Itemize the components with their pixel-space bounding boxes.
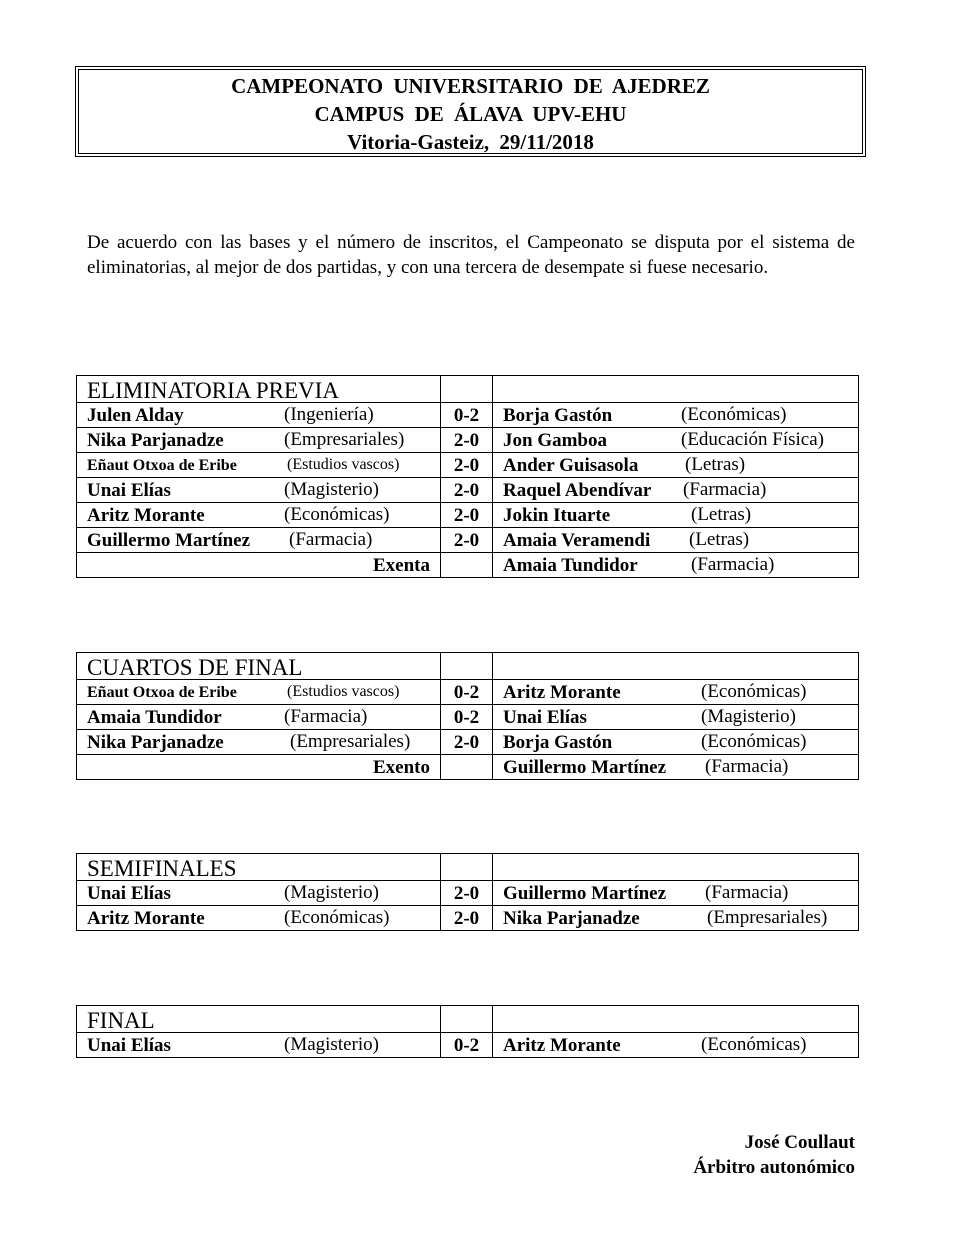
player2-faculty: (Letras) <box>689 529 750 550</box>
player1-faculty: (Estudios vascos) <box>287 683 400 700</box>
player1-name: Unai Elías <box>87 1035 171 1056</box>
exempt-label: Exento <box>77 755 441 780</box>
player1-faculty: (Económicas) <box>284 907 390 928</box>
player2-faculty: (Económicas) <box>701 681 807 702</box>
round-title: ELIMINATORIA PREVIA <box>77 376 441 403</box>
empty-cell <box>493 376 859 403</box>
header-campus: CAMPUS DE ÁLAVA UPV-EHU <box>314 102 627 126</box>
player2-name: Guillermo Martínez <box>503 883 667 904</box>
player2-name: Jokin Ituarte <box>503 505 611 526</box>
match-score: 0-2 <box>441 705 493 730</box>
player1-faculty: (Farmacia) <box>289 529 373 550</box>
match-score: 2-0 <box>441 428 493 453</box>
round-table-previa <box>76 375 859 578</box>
match-row <box>77 403 859 428</box>
player2-faculty: (Empresariales) <box>707 907 828 928</box>
player2-name: Borja Gastón <box>503 405 613 426</box>
empty-cell <box>493 854 859 881</box>
player2-faculty: (Educación Física) <box>681 429 824 450</box>
match-score: 2-0 <box>441 906 493 931</box>
round-table-final <box>76 1005 859 1058</box>
referee-role: Árbitro autonómico <box>693 1157 855 1178</box>
round-title-row <box>77 653 859 680</box>
match-score: 2-0 <box>441 730 493 755</box>
player2-name: Aritz Morante <box>503 1035 621 1056</box>
player1-name: Amaia Tundidor <box>87 707 222 728</box>
match-score: 0-2 <box>441 680 493 705</box>
match-score: 2-0 <box>441 528 493 553</box>
player1-name: Aritz Morante <box>87 505 205 526</box>
player1-faculty: (Magisterio) <box>284 479 379 500</box>
match-row <box>77 1033 859 1058</box>
round-title-row <box>77 1006 859 1033</box>
round-title-row <box>77 854 859 881</box>
exempt-row <box>77 755 859 780</box>
player2-faculty: (Letras) <box>685 454 746 475</box>
match-row <box>77 428 859 453</box>
player1-name: Eñaut Otxoa de Eribe <box>87 684 237 701</box>
match-row <box>77 881 859 906</box>
player2-name: Borja Gastón <box>503 732 613 753</box>
player2-faculty: (Farmacia) <box>705 882 789 903</box>
player1-name: Unai Elías <box>87 480 171 501</box>
match-score: 2-0 <box>441 478 493 503</box>
exempt-player-name: Amaia Tundidor <box>503 555 638 576</box>
player2-name: Ander Guisasola <box>503 455 639 476</box>
player2-faculty: (Económicas) <box>681 404 787 425</box>
header-title-block <box>78 69 863 154</box>
player2-faculty: (Letras) <box>691 504 752 525</box>
match-row <box>77 453 859 478</box>
player1-faculty: (Económicas) <box>284 504 390 525</box>
player2-faculty: (Económicas) <box>701 731 807 752</box>
player1-name: Nika Parjanadze <box>87 732 224 753</box>
round-title: FINAL <box>77 1006 441 1033</box>
match-row <box>77 906 859 931</box>
exempt-row <box>77 553 859 578</box>
intro-paragraph: De acuerdo con las bases y el número de inscritos, el Campeonato se disputa por el sistema de eliminatorias, al mejor de dos partidas, y con una tercera de desempate si fuese necesario. <box>87 232 855 278</box>
player1-faculty: (Ingeniería) <box>284 404 374 425</box>
player1-name: Unai Elías <box>87 883 171 904</box>
player1-faculty: (Empresariales) <box>284 429 405 450</box>
match-row <box>77 478 859 503</box>
player2-name: Aritz Morante <box>503 682 621 703</box>
round-title-row <box>77 376 859 403</box>
player1-faculty: (Empresariales) <box>290 731 411 752</box>
player1-faculty: (Magisterio) <box>284 882 379 903</box>
header-box <box>75 66 866 157</box>
empty-cell <box>441 653 493 680</box>
round-title: CUARTOS DE FINAL <box>77 653 441 680</box>
signature-block <box>693 1130 855 1180</box>
player2-faculty: (Magisterio) <box>701 706 796 727</box>
player2-name: Nika Parjanadze <box>503 908 640 929</box>
exempt-player-faculty: (Farmacia) <box>691 554 775 575</box>
player2-name: Raquel Abendívar <box>503 480 652 501</box>
player1-faculty: (Estudios vascos) <box>287 456 400 473</box>
player1-name: Julen Alday <box>87 405 184 426</box>
round-title: SEMIFINALES <box>77 854 441 881</box>
empty-cell <box>493 653 859 680</box>
empty-cell <box>441 376 493 403</box>
exempt-player-name: Guillermo Martínez <box>503 757 667 778</box>
match-score: 0-2 <box>441 403 493 428</box>
player1-name: Eñaut Otxoa de Eribe <box>87 457 237 474</box>
match-row <box>77 503 859 528</box>
match-row <box>77 528 859 553</box>
player2-faculty: (Económicas) <box>701 1034 807 1055</box>
empty-cell <box>493 1006 859 1033</box>
match-score: 0-2 <box>441 1033 493 1058</box>
exempt-player-faculty: (Farmacia) <box>705 756 789 777</box>
round-table-semis <box>76 853 859 931</box>
player2-name: Amaia Veramendi <box>503 530 651 551</box>
header-title: CAMPEONATO UNIVERSITARIO DE AJEDREZ <box>231 74 710 98</box>
empty-cell <box>441 553 493 578</box>
player1-faculty: (Farmacia) <box>284 706 368 727</box>
header-date: Vitoria-Gasteiz, 29/11/2018 <box>347 130 594 154</box>
match-score: 2-0 <box>441 881 493 906</box>
player1-name: Aritz Morante <box>87 908 205 929</box>
player2-name: Unai Elías <box>503 707 587 728</box>
player1-faculty: (Magisterio) <box>284 1034 379 1055</box>
match-score: 2-0 <box>441 503 493 528</box>
empty-cell <box>441 1006 493 1033</box>
empty-cell <box>441 755 493 780</box>
match-row <box>77 705 859 730</box>
player1-name: Nika Parjanadze <box>87 430 224 451</box>
referee-name: José Coullaut <box>744 1132 855 1153</box>
player2-faculty: (Farmacia) <box>683 479 767 500</box>
player1-name: Guillermo Martínez <box>87 530 251 551</box>
round-table-cuartos <box>76 652 859 780</box>
empty-cell <box>441 854 493 881</box>
player2-name: Jon Gamboa <box>503 430 607 451</box>
match-row <box>77 680 859 705</box>
match-score: 2-0 <box>441 453 493 478</box>
match-row <box>77 730 859 755</box>
exempt-label: Exenta <box>77 553 441 578</box>
